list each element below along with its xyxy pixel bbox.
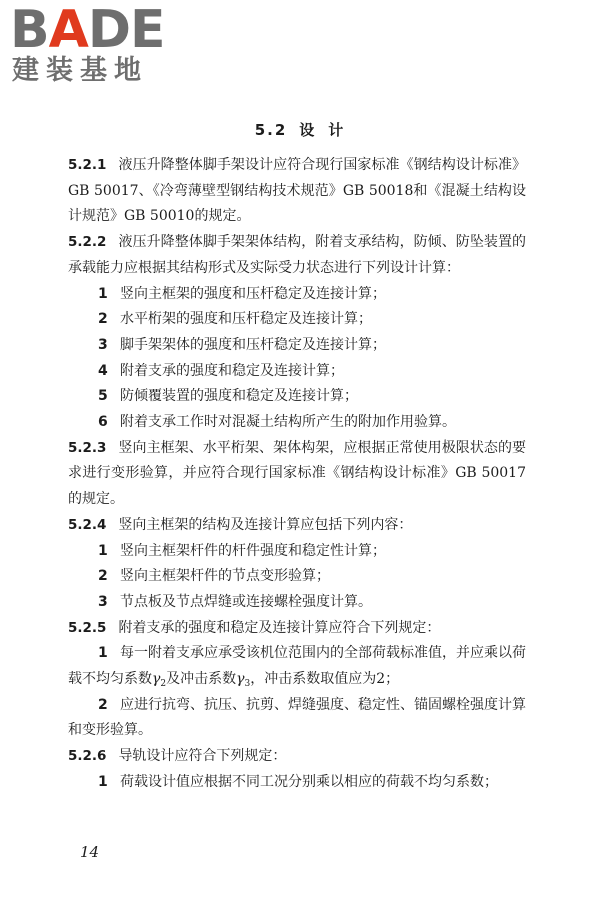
- clause-5-2-3: 5.2.3 竖向主框架、水平桁架、架体构架，应根据正常使用极限状态的要求进行变形验算，并应符合现行国家标准《钢结构设计标准》GB 50017的规定。: [68, 439, 526, 508]
- list-item: 2 竖向主框架杆件的节点变形验算；: [98, 568, 330, 585]
- list-item: 1 荷载设计值应根据不同工况分别乘以相应的荷载不均匀系数；: [98, 773, 498, 790]
- logo-subtitle: 建装基地: [12, 55, 148, 86]
- list-item: 1 竖向主框架杆件的杆件强度和稳定性计算；: [98, 542, 386, 559]
- document-body: [68, 153, 526, 796]
- section-title: 5.2 设 计: [254, 121, 346, 139]
- bade-logo: [10, 0, 180, 86]
- list-item: 1 竖向主框架的强度和压杆稳定及连接计算；: [98, 285, 386, 302]
- list-item: 2 水平桁架的强度和压杆稳定及连接计算；: [98, 311, 372, 328]
- logo-wordmark: BADE: [10, 0, 165, 60]
- clause-5-2-4: 5.2.4 竖向主框架的结构及连接计算应包括下列内容：: [68, 516, 413, 533]
- list-item: 3 节点板及节点焊缝或连接螺栓强度计算。: [98, 593, 372, 610]
- list-item: 1 每一附着支承应承受该机位范围内的全部荷载标准值，并应乘以荷载不均匀系数$\gamma_2$及冲击系数$\gamma_3$，冲击系数取值应为2；: [68, 645, 526, 690]
- clause-5-2-1: 5.2.1 液压升降整体脚手架设计应符合现行国家标准《钢结构设计标准》GB 50017、《冷弯薄壁型钢结构技术规范》GB 50018和《混凝土结构设计规范》GB 50010的规定。: [68, 157, 526, 225]
- clause-5-2-2: 5.2.2 液压升降整体脚手架架体结构，附着支承结构，防倾、防坠装置的承载能力应根据其结构形式及实际受力状态进行下列设计计算：: [68, 234, 526, 276]
- list-item: 5 防倾覆装置的强度和稳定及连接计算；: [98, 388, 358, 405]
- clause-5-2-6: 5.2.6 导轨设计应符合下列规定：: [68, 748, 287, 765]
- list-item: 4 附着支承的强度和稳定及连接计算；: [98, 362, 344, 379]
- list-item: 2 应进行抗弯、抗压、抗剪、焊缝强度、稳定性、锚固螺栓强度计算和变形验算。: [68, 696, 526, 739]
- page-number: 14: [80, 843, 100, 861]
- clause-5-2-5: 5.2.5 附着支承的强度和稳定及连接计算应符合下列规定：: [68, 619, 441, 636]
- list-item: 3 脚手架架体的强度和压杆稳定及连接计算；: [98, 336, 386, 353]
- list-item: 6 附着支承工作时对混凝土结构所产生的附加作用验算。: [98, 414, 456, 431]
